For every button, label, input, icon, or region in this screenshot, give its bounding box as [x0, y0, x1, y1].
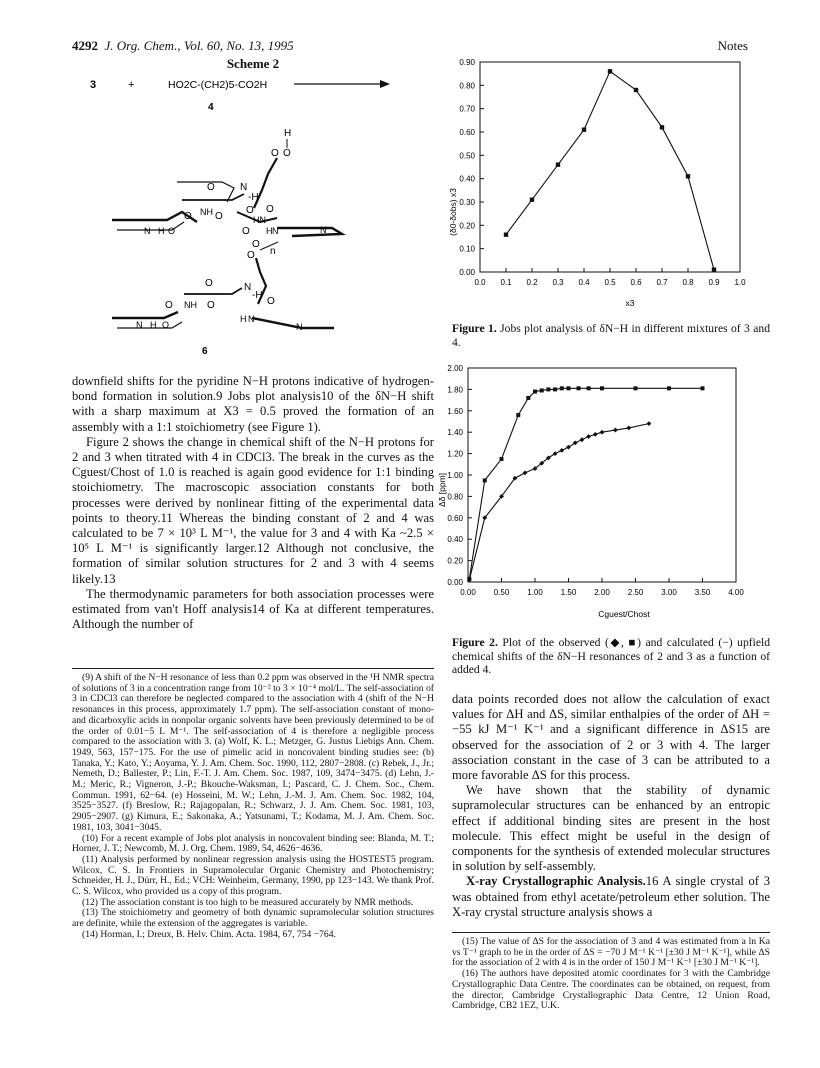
svg-text:O: O	[267, 296, 275, 307]
fig1-data-point	[504, 232, 508, 236]
footnote-rule	[72, 668, 434, 669]
fig1-xtick-label: 0.9	[708, 278, 720, 287]
paragraph: We have shown that the stability of dynamic supramolecular structures can be enhanced by an entropic effect if additional binding sites are present in the host molecule. This effect might be useful in the design of components for the synthesis of extended molecular structures in solution by self-assembly.	[452, 783, 770, 874]
svg-text:O: O	[168, 226, 176, 236]
figure-1-caption	[452, 322, 770, 349]
running-header	[72, 38, 294, 54]
fig2-series-3-point	[600, 386, 604, 390]
fig1-xtick-label: 0.4	[578, 278, 590, 287]
fig1-ytick-label: 0.30	[459, 198, 475, 207]
svg-text:N: N	[320, 225, 327, 235]
fig2-series-2-point	[600, 430, 605, 435]
section-heading: X-ray Crystallographic Analysis.	[466, 874, 646, 889]
fig1-data-point	[686, 174, 690, 178]
footnote: (13) The stoichiometry and geometry of both dynamic supramolecular solution structures are definite, while the extension of the aggregates is variable.	[72, 907, 434, 930]
fig1-ytick-label: 0.80	[459, 81, 475, 91]
paragraph: The thermodynamic parameters for both association processes were estimated from van't Hoff analysis14 of Ka at different temperatures. Although the number of	[72, 586, 434, 632]
fig2-series-3-point	[540, 388, 544, 392]
svg-text:H: H	[240, 314, 247, 324]
fig2-ytick-label: 0.00	[447, 578, 463, 587]
plus-sign: +	[128, 79, 135, 91]
fig2-series-3-point	[701, 386, 705, 390]
fig2-series-3-point	[634, 386, 638, 390]
paragraph: data points recorded does not allow the calculation of exact values for ΔH and ΔS, similar enthalpies of the order of ΔH = −55 kJ M⁻¹ K⁻¹ and a significant difference in ΔS15 are observed for the association of 2 or 3 with 4. The larger association constant in the case of 3 can be attributed to a more favorable ΔS for this process.	[452, 692, 770, 783]
fig2-series-3-point	[526, 396, 530, 400]
fig1-xtick-label: 0.8	[682, 278, 694, 287]
fig2-series-3-point	[483, 478, 487, 482]
fig2-series-3-point	[577, 386, 581, 390]
fig2-series-2-point	[586, 434, 591, 439]
svg-text:N: N	[272, 226, 279, 236]
paragraph: Figure 2 shows the change in chemical shift of the N−H protons for 2 and 3 when titrated with 4 in CDCl3. The break in the curves as the Cguest/Chost of 1.0 is reached is again good evidence for 1:1 binding stoichiometry. The macroscopic association constants for both processes were derived by nonlinear fitting of the experimental data points to theory.11 Whereas the binding constant of 2 and 4 was calculated to be 7 × 10³ L M⁻¹, the value for 3 and 4 with Ka ~2.5 × 10⁵ L M⁻¹ is significantly larger.12 Although not conclusive, the formation of similar solution structures for 2 and 3 with 4 seems likely.13	[72, 434, 434, 586]
figure-2-caption-text: Plot of the observed (◆, ■) and calculated (−) upfield chemical shifts of the δN−H resonances of 2 and 3 as a function of added 4.	[452, 636, 770, 677]
figure-1-caption-text: Jobs plot analysis of δN−H in different mixtures of 3 and 4.	[452, 322, 770, 349]
fig2-series-3-curve	[469, 388, 702, 578]
figure-1-caption-label: Figure 1.	[452, 322, 497, 335]
page-number: 4292	[72, 38, 98, 53]
right-footnotes	[452, 937, 770, 1012]
figure-2-titration-plot	[428, 360, 770, 622]
fig2-xtick-label: 2.50	[627, 588, 644, 597]
fig1-xlabel: x3	[625, 298, 635, 308]
fig2-ytick-label: 1.80	[447, 385, 463, 395]
svg-text:O: O	[266, 204, 274, 215]
fig2-ytick-label: 0.20	[447, 556, 463, 566]
fig1-data-point	[712, 267, 716, 271]
fig2-series-2-point	[613, 428, 618, 433]
fig1-plot-frame	[480, 62, 740, 272]
svg-text:O: O	[207, 300, 215, 311]
fig2-ytick-label: 1.20	[447, 449, 463, 459]
fig1-xtick-label: 0.7	[656, 278, 668, 287]
fig2-ytick-label: 2.00	[447, 364, 463, 373]
svg-text:N: N	[136, 320, 143, 330]
fig1-xtick-label: 0.5	[604, 278, 616, 287]
scheme-title: Scheme 2	[226, 56, 280, 71]
fig1-data-point	[634, 88, 638, 92]
fig2-series-2-point	[580, 437, 585, 442]
fig2-series-3-point	[560, 386, 564, 390]
fig2-series-2-point	[647, 421, 652, 426]
fig1-data-point	[530, 197, 534, 201]
footnote: (10) For a recent example of Jobs plot analysis in noncovalent binding see: Blanda, M. T.; Horner, J. T.; Newcomb, M. J. Org. Chem. 1989, 54, 4626−4636.	[72, 832, 434, 855]
fig2-series-3-point	[516, 413, 520, 417]
svg-text:N: N	[144, 226, 151, 236]
svg-text:O: O	[271, 148, 279, 159]
fig2-xtick-label: 2.00	[594, 588, 610, 597]
fig2-plot-frame	[468, 368, 736, 582]
fig1-ytick-label: 0.00	[459, 268, 475, 277]
fig2-series-2-point	[559, 448, 564, 453]
fig1-ytick-label: 0.70	[459, 104, 475, 114]
footnote: (14) Horman, I.; Dreux, B. Helv. Chim. Acta. 1984, 67, 754 −764.	[82, 928, 336, 940]
svg-text:HN: HN	[253, 215, 266, 225]
fig2-xtick-label: 4.00	[728, 588, 744, 597]
fig1-data-point	[660, 125, 664, 129]
svg-text:H: H	[266, 226, 273, 236]
fig2-ytick-label: 1.00	[447, 471, 463, 480]
fig2-xtick-label: 3.00	[661, 588, 677, 597]
fig1-xtick-label: 1.0	[734, 278, 746, 287]
svg-text:O: O	[215, 211, 223, 222]
footnote: (12) The association constant is too high to be measured accurately by NMR methods.	[82, 896, 414, 908]
fig1-xtick-label: 0.1	[500, 278, 512, 287]
figure-2-caption	[452, 636, 770, 677]
fig1-data-point	[556, 162, 560, 166]
svg-text:O: O	[242, 226, 250, 237]
svg-text:O: O	[283, 148, 291, 159]
fig2-series-3-point	[667, 386, 671, 390]
left-body-text	[72, 374, 434, 632]
fig2-xtick-label: 1.00	[527, 588, 543, 597]
fig1-ytick-label: 0.20	[459, 221, 475, 231]
fig1-xtick-label: 0.6	[630, 278, 642, 287]
svg-text:H: H	[284, 128, 292, 139]
fig2-series-2-point	[593, 432, 598, 437]
paragraph: 16 A single crystal of 3 was obtained from ethyl acetate/petroleum ether solution. The X-ray crystal structure analysis shows a	[452, 874, 770, 919]
fig1-ylabel: (δ0-δobs) x3	[448, 188, 458, 236]
fig1-xtick-label: 0.0	[474, 278, 486, 287]
fig2-xtick-label: 0.00	[460, 588, 476, 597]
svg-text:O: O	[247, 250, 255, 261]
fig2-xtick-label: 1.50	[560, 588, 577, 597]
svg-text:N: N	[296, 322, 303, 332]
reactant-4-formula: HO2C-(CH2)5-CO2H	[168, 79, 268, 91]
left-footnotes	[72, 673, 434, 941]
section-label: Notes	[717, 38, 748, 53]
fig2-series-3-point	[546, 387, 550, 391]
fig1-xtick-label: 0.2	[526, 278, 538, 287]
fig2-series-3-point	[500, 457, 504, 461]
fig2-ytick-label: 0.60	[447, 513, 463, 523]
footnote: (11) Analysis performed by nonlinear regression analysis using the HOSTEST5 program. Wilcox, C. S. In Frontiers in Supramolecular Organic Chemistry and Photochemistry; Schneider, H. J., Dürr, H., Ed.; VCH: Weinheim, Germany, 1990, pp 123−143. We thank Prof. C. S. Wilcox, who provided us a copy of this program.	[72, 853, 434, 898]
svg-text:NH: NH	[200, 207, 213, 217]
fig2-series-2-curve	[469, 424, 649, 580]
svg-text:O: O	[184, 211, 192, 222]
fig2-xtick-label: 0.50	[493, 588, 510, 597]
fig2-series-2-point	[523, 470, 528, 475]
svg-text:H: H	[158, 226, 165, 236]
fig2-ytick-label: 0.80	[447, 492, 463, 502]
svg-text:NH: NH	[184, 300, 197, 310]
svg-text:N: N	[244, 282, 252, 293]
journal-citation: J. Org. Chem., Vol. 60, No. 13, 1995	[104, 38, 294, 53]
paragraph: downfield shifts for the pyridine N−H protons indicative of hydrogen-bond formation in solution.9 Jobs plot analysis10 of the δN−H shift with a sharp maximum at X3 = 0.5 proved the formation of an assembly with a 1:1 stoichiometry (see Figure 1).	[72, 374, 434, 434]
svg-text:N: N	[248, 314, 255, 324]
fig2-series-2-point	[626, 426, 631, 431]
svg-text:-H: -H	[252, 290, 263, 301]
svg-text:N: N	[240, 182, 248, 193]
fig2-series-3-point	[533, 390, 537, 394]
svg-text:H: H	[150, 320, 157, 330]
fig2-series-3-point	[567, 386, 571, 390]
fig2-series-3-point	[553, 387, 557, 391]
fig2-ytick-label: 0.40	[447, 535, 463, 545]
fig2-series-3-point	[587, 386, 591, 390]
repeat-unit-n: n	[270, 246, 276, 257]
fig2-ytick-label: 1.60	[447, 406, 463, 416]
fig1-data-point	[582, 127, 586, 131]
footnote: (16) The authors have deposited atomic coordinates for 3 with the Cambridge Crystallographic Data Centre. The coordinates can be obtained, on request, from the director, Cambridge Crystallographic Data Centre, 12 Union Road, Cambridge, CB2 1EZ, U.K.	[452, 968, 770, 1012]
fig2-ytick-label: 1.40	[447, 428, 463, 438]
fig2-ylabel: Δδ [ppm]	[437, 472, 447, 508]
fig1-ytick-label: 0.60	[459, 128, 475, 137]
footnote: (9) A shift of the N−H resonance of less than 0.2 ppm was observed in the ¹H NMR spectra of solutions of 3 in a concentration range from 10⁻² to 3 × 10⁻⁴ mol/L. The self-association of 3 in CDCl3 can therefore be neglected compared to the association with 4 (shift of the N−H resonances in this process, approximately 1.7 ppm). The self-association constant of mono- and dicarboxylic acids in nonpolar organic solvents have been previously determined to be of the order of 0.01−5 L M⁻¹. The self-association of 4 is therefore a negligible process compared to the association with 3. (a) Wolf, K. L.; Metzger, G. Justus Liebigs Ann. Chem. 1949, 563, 157−175. For the use of pimelic acid in noncovalent binding studies see: (b) Tanaka, Y.; Kato, Y.; Aoyama, Y. J. Am. Chem. Soc. 1990, 112, 2807−2808. (c) Rebek, J., Jr.; Nemeth, D.; Ballester, P.; Lin, F.-T. J. Am. Chem. Soc. 1987, 109, 3474−3475. (d) Lehn, J.-M.; Meric, R.; Vigneron, J.-P.; Bkouche-Waksman, I.; Pascard, C. J. Chem. Soc., Chem. Commun. 1991, 62−64. (e) Hosseini, M. W.; Lehn, J.-M. J. Am. Chem. Soc. 1982, 104, 3525−3527. (f) Breslow, R.; Rajagopalan, R.; Schwarz, J. J. Am. Chem. Soc. 1981, 103, 2905−2907. (g) Kimura, E.; Sakonaka, A.; Yatsunami, T.; Kodama, M. J. Am. Chem. Soc. 1981, 103, 3041−3045.	[72, 672, 434, 833]
svg-text:O: O	[252, 239, 260, 250]
fig1-series-line	[506, 71, 714, 269]
fig2-xlabel: Cguest/Chost	[598, 609, 650, 619]
fig1-ytick-label: 0.50	[459, 151, 475, 161]
reactant-3-label: 3	[90, 79, 97, 91]
reactant-4-number: 4	[208, 102, 214, 113]
fig1-data-point	[608, 69, 612, 73]
fig1-ytick-label: 0.90	[459, 58, 475, 67]
fig1-ytick-label: 0.10	[459, 244, 475, 254]
fig1-ytick-label: 0.40	[459, 174, 475, 184]
footnote: (15) The value of ΔS for the association of 3 and 4 was estimated from a ln Ka vs T⁻¹ graph to be in the order of ΔS = −70 J M⁻¹ K⁻¹ [±30 J M⁻¹ K⁻¹], while ΔS for the association of 2 with 4 is in the order of 150 J M⁻¹ K⁻¹ [±30 J M⁻¹ K⁻¹].	[452, 936, 770, 969]
svg-text:-H: -H	[248, 192, 259, 203]
right-body-text	[452, 692, 770, 920]
footnote-rule	[452, 932, 770, 933]
svg-text:O: O	[165, 300, 173, 311]
svg-text:O: O	[162, 320, 170, 330]
svg-text:O: O	[205, 278, 213, 289]
svg-text:O: O	[207, 182, 215, 193]
figure-1-jobs-plot	[440, 52, 770, 322]
svg-text:O: O	[246, 205, 254, 216]
scheme-2-structure	[72, 72, 434, 362]
fig1-xtick-label: 0.3	[552, 278, 564, 287]
fig2-xtick-label: 3.50	[694, 588, 711, 597]
figure-2-caption-label: Figure 2.	[452, 636, 498, 649]
product-6-label: 6	[202, 346, 208, 357]
